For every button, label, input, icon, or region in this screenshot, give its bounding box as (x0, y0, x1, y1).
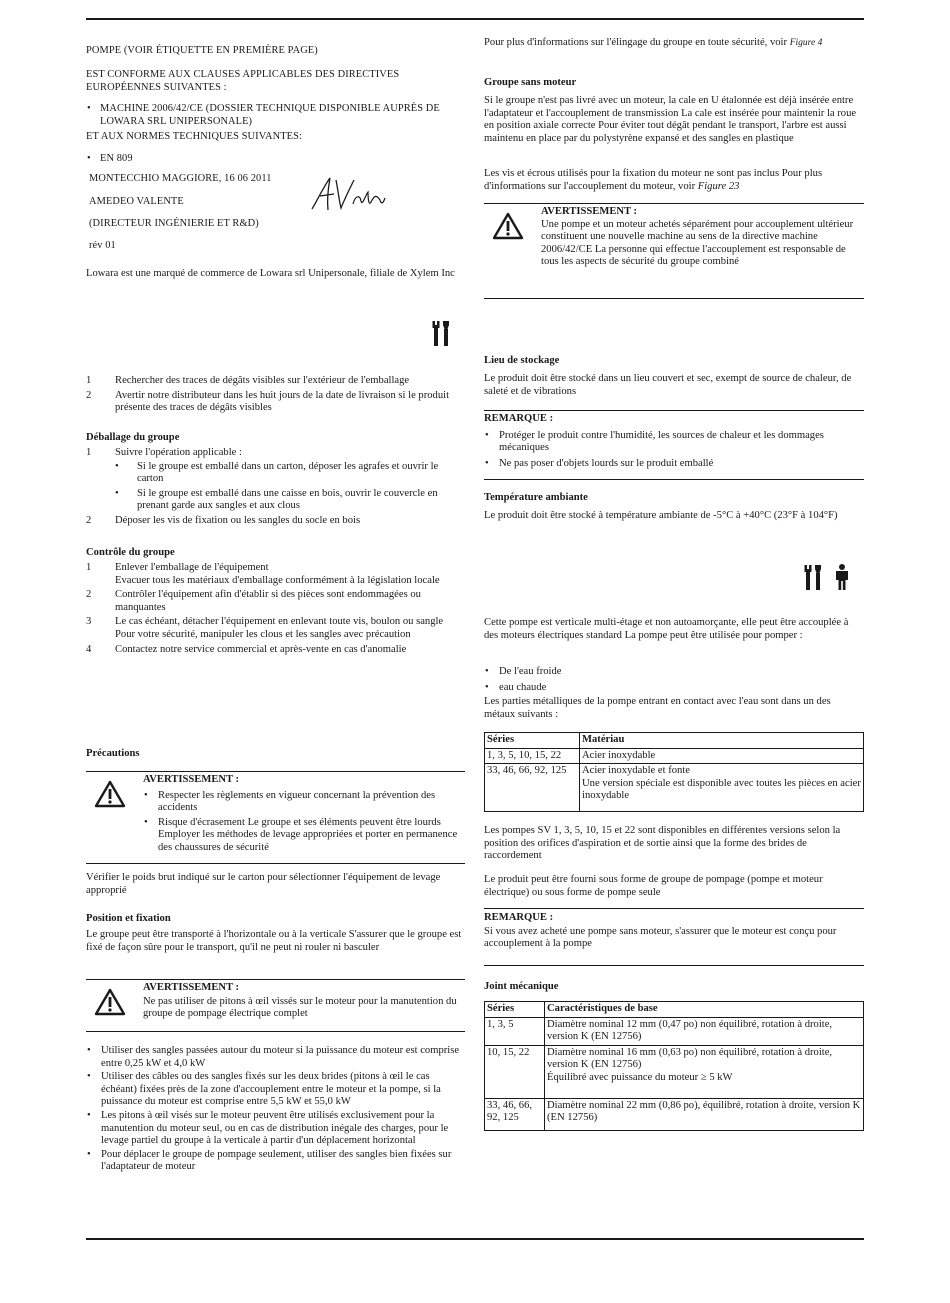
warning-body (143, 772, 465, 855)
warning-text: Ne pas utiliser de pitons à œil vissés sur le moteur pour la manutention du groupe de pompage électrique complet (143, 995, 457, 1020)
position-heading: Position et fixation (86, 913, 171, 924)
list-item: • Protéger le produit contre l'humidité, les sources de chaleur et les dommages mécaniques (484, 430, 864, 455)
materials-table (484, 732, 864, 812)
declaration-place-date: MONTECCHIO MAGGIORE, 16 06 2011 (89, 173, 272, 184)
declaration-signatory-role: (DIRECTEUR INGÉNIERIE ET R&D) (89, 218, 259, 229)
table-header: Séries (485, 1002, 545, 1018)
declaration-signatory-name: AMEDEO VALENTE (89, 196, 184, 207)
table-cell: Acier inoxydable et fonte Une version spéciale est disponible avec toutes les pièces en acier inoxydable (580, 764, 864, 812)
warning-box-new-machine (484, 203, 864, 299)
note-title: REMARQUE : (484, 912, 554, 923)
metal-parts-text: Les parties métalliques de la pompe entrant en contact avec l'eau sont dans un des métaux suivants : (484, 696, 831, 720)
signature (308, 174, 386, 214)
seal-heading: Joint mécanique (484, 981, 559, 992)
list-item: 1 Enlever l'emballage de l'équipement Evacuer tous les matériaux d'emballage conformément à la législation locale (86, 562, 440, 586)
list-item: • Utiliser des sangles passées autour du moteur si la puissance du moteur est comprise entre 0,25 kW et 4,0 kW (86, 1045, 464, 1070)
weight-check-text: Vérifier le poids brut indiqué sur le carton pour sélectionner l'équipement de levage approprié (86, 872, 441, 896)
note-list (484, 430, 864, 471)
tools-icon (432, 321, 450, 346)
table-row (485, 1017, 864, 1045)
no-motor-heading: Groupe sans moteur (484, 77, 577, 88)
warning-title: AVERTISSEMENT : (143, 982, 240, 993)
warning-title: AVERTISSEMENT : (143, 774, 240, 785)
table-header: Caractéristiques de base (545, 1002, 864, 1018)
table-cell: 10, 15, 22 (485, 1045, 545, 1098)
list-item: 2 Contrôler l'équipement afin d'établir si des pièces sont endommagées ou manquantes (86, 589, 421, 613)
unpack-sub-list (86, 461, 464, 513)
check-heading: Contrôle du groupe (86, 547, 175, 558)
table-row (485, 1045, 864, 1098)
sv-versions-text: Les pompes SV 1, 3, 5, 10, 15 et 22 sont disponibles en différentes versions selon la position des orifices d'aspiration et de sortie ainsi que la forme des brides de raccordement (484, 825, 841, 862)
table-header: Matériau (580, 733, 864, 749)
table-cell: Diamètre nominal 12 mm (0,47 po) non équilibré, rotation à droite, version K (EN 12756) (545, 1017, 864, 1045)
table-cell: Diamètre nominal 22 mm (0,86 po), équilibré, rotation à droite, version K (EN 12756) (545, 1098, 864, 1130)
list-item: • Les pitons à œil visés sur le moteur peuvent être utilisés exclusivement pour la manutention du moteur seul, ou en cas de distribution inégale des charges, pour le levage partiel du groupe à la verticale à partir d'un déplacement horizontal (86, 1110, 464, 1148)
table-cell: Diamètre nominal 16 mm (0,63 po) non équilibré, rotation à droite, version K (EN 12756) Équilibré avec puissance du moteur ≥ 5 kW (545, 1045, 864, 1098)
unpack-steps (86, 447, 464, 528)
temperature-heading: Température ambiante (484, 492, 588, 503)
warning-box-eyebolts (86, 979, 465, 1032)
warning-text: Une pompe et un moteur achetés séparément pour accouplement ultérieur constituent une nouvelle machine au sens de la directive machine 2006/42/CE La personne qui effectue l'accouplement est responsable de tous les aspects de sécurité du groupe combiné (541, 218, 854, 268)
warning-icon (94, 780, 126, 808)
unpack-step-list (86, 447, 464, 460)
check-steps (86, 562, 464, 656)
list-item: • EN 809 (86, 153, 465, 166)
table-cell: Acier inoxydable (580, 748, 864, 764)
no-motor-text: Si le groupe n'est pas livré avec un moteur, la cale en U étalonnée est déjà insérée entre l'adaptateur et l'accouplement de transmission La cale est insérée pour maintenir la roue en position axiale correcte Pour éviter tout dégât pendant le transport, l'arbre est aussi maintenu en place par du polystyrène expansé et des sangles en plastique (484, 95, 857, 144)
list-item: 3 Le cas échéant, détacher l'équipement en enlevant toute vis, boulon ou sangle Pour votre sécurité, manipuler les clous et les sangles avec précaution (86, 616, 444, 640)
list-item: • eau chaude (484, 682, 862, 695)
list-item: • Si le groupe est emballé dans un carton, déposer les agrafes et ouvrir le carton (86, 461, 464, 486)
table-cell: 33, 46, 66, 92, 125 (485, 764, 580, 812)
table-row (485, 748, 864, 764)
warning-icon (492, 212, 524, 240)
declaration-revision: rév 01 (89, 240, 116, 251)
note-text: Si vous avez acheté une pompe sans moteur, s'assurer que le moteur est conçu pour accouplement à la pompe (484, 925, 837, 950)
note-box-motor (484, 908, 864, 966)
list-item: 1 Suivre l'opération applicable : (86, 447, 242, 458)
seal-table (484, 1001, 864, 1131)
temperature-text: Le produit doit être stocké à température ambiante de -5°C à +40°C (23°F à 104°F) (484, 510, 838, 521)
supply-form-text: Le produit peut être fourni sous forme de groupe de pompage (pompe et moteur électrique) ou sous forme de pompe seule (484, 874, 823, 898)
table-header-row (485, 733, 864, 749)
warning-icon (94, 988, 126, 1016)
position-text: Le groupe peut être transporté à l'horizontale ou à la verticale S'assurer que le groupe est fixé de façon sûre pour le transport, qu'il ne peut ni rouler ni basculer (86, 929, 462, 953)
table-row (485, 1098, 864, 1130)
list-item: 4 Contactez notre service commercial et après-vente en cas d'anomalie (86, 643, 407, 655)
header-rule (86, 18, 864, 20)
list-item: 1 Rechercher des traces de dégâts visibles sur l'extérieur de l'emballage (86, 375, 410, 386)
list-item: • Utiliser des câbles ou des sangles fixés sur les deux brides (pitons à œil le cas échéant) fixées près de la zone d'accouplement entre le moteur et la pompe, si la puissance du moteur est comprise entre 5,5 kW et 55,0 kW (86, 1071, 464, 1109)
figure-reference: Figure 4 (789, 38, 823, 48)
warning-title: AVERTISSEMENT : (541, 206, 638, 217)
sling-reference-text: Pour plus d'informations sur l'élingage du groupe en toute sécurité, voir Figure 4 (484, 37, 823, 48)
warning-body (143, 980, 465, 1021)
list-item: • MACHINE 2006/42/CE (DOSSIER TECHNIQUE DISPONIBLE AUPRÈS DE LOWARA SRL UNIPERSONALE) (86, 103, 465, 128)
screws-text: Les vis et écrous utilisés pour la fixation du moteur ne sont pas inclus Pour plus d'informations sur l'accouplement du moteur, voir Figure 23 (484, 168, 823, 192)
unpack-heading: Déballage du groupe (86, 432, 180, 443)
list-item: 2 Déposer les vis de fixation ou les sangles du socle en bois (86, 514, 361, 526)
note-title: REMARQUE : (484, 413, 554, 424)
trademark-note: Lowara est une marqué de commerce de Lowara srl Unipersonale, filiale de Xylem Inc (86, 268, 455, 279)
pump-description: Cette pompe est verticale multi-étage et non autoamorçante, elle peut être accouplée à des moteurs électriques standard La pompe peut être utilisée pour pomper : (484, 617, 849, 641)
unpack-step-list-2 (86, 515, 464, 528)
list-item: • Si le groupe est emballé dans une caisse en bois, ouvrir le couvercle en prenant garde aux sangles et aux clous (86, 488, 464, 513)
footer-rule (86, 1238, 864, 1240)
table-header: Séries (485, 733, 580, 749)
pumped-liquids-list (484, 666, 862, 694)
table-row (485, 764, 864, 812)
declaration-standards (86, 153, 465, 166)
figure-reference: Figure 23 (697, 180, 740, 192)
inspection-steps (86, 375, 464, 415)
storage-text: Le produit doit être stocké dans un lieu couvert et sec, exempt de source de chaleur, de saleté et de vibrations (484, 373, 852, 397)
warning-list (143, 790, 465, 855)
precautions-heading: Précautions (86, 748, 140, 759)
note-box-storage (484, 410, 864, 480)
list-item: • De l'eau froide (484, 666, 862, 679)
declaration-norms: ET AUX NORMES TECHNIQUES SUIVANTES: (86, 131, 302, 142)
list-item: • Pour déplacer le groupe de pompage seulement, utiliser des sangles bien fixées sur l'adaptateur de moteur (86, 1149, 464, 1174)
table-cell: 33, 46, 66, 92, 125 (485, 1098, 545, 1130)
lifting-instructions (86, 1045, 464, 1174)
list-item: • Ne pas poser d'objets lourds sur le produit emballé (484, 458, 864, 471)
person-icon (834, 564, 850, 590)
tools-icon (804, 565, 822, 590)
table-cell: 1, 3, 5 (485, 1017, 545, 1045)
table-cell: 1, 3, 5, 10, 15, 22 (485, 748, 580, 764)
declaration-conformity: EST CONFORME AUX CLAUSES APPLICABLES DES DIRECTIVES EUROPÉENNES SUIVANTES : (86, 69, 400, 93)
table-header-row (485, 1002, 864, 1018)
warning-box-precautions (86, 771, 465, 864)
list-item: 2 Avertir notre distributeur dans les huit jours de la date de livraison si le produit présente des traces de dégâts visibles (86, 389, 450, 414)
declaration-directives (86, 103, 465, 128)
warning-body (541, 204, 864, 269)
storage-heading: Lieu de stockage (484, 355, 560, 366)
declaration-pump: POMPE (VOIR ÉTIQUETTE EN PREMIÈRE PAGE) (86, 45, 318, 56)
list-item: • Respecter les règlements en vigueur concernant la prévention des accidents (143, 790, 465, 815)
list-item: • Risque d'écrasement Le groupe et ses éléments peuvent être lourds Employer les méthodes de levage appropriées et porter en permanence des chaussures de sécurité (143, 817, 465, 855)
